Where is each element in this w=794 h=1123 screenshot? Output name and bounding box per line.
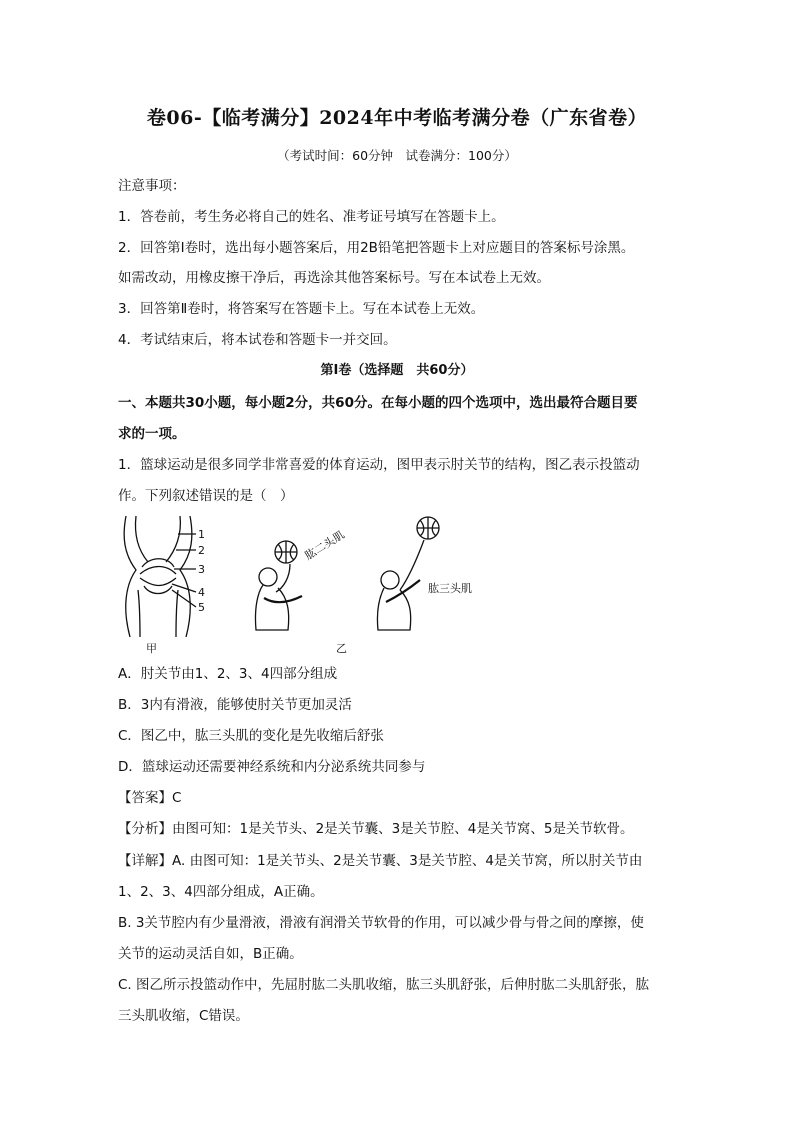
instruction-line: 求的一项。	[118, 426, 186, 442]
joint-label: 3	[198, 563, 205, 576]
notice-item: 如需改动，用橡皮擦干净后，再选涂其他答案标号。写在本试卷上无效。	[118, 270, 550, 286]
answer: 【答案】C	[118, 790, 182, 806]
joint-label: 2	[198, 544, 205, 557]
notice-heading: 注意事项：	[118, 178, 186, 194]
section-title: 第Ⅰ卷（选择题 共60分）	[320, 363, 474, 378]
detail-line: 【详解】A. 由图可知：1是关节头、2是关节囊、3是关节腔、4是关节窝，所以肘关节由	[118, 853, 643, 869]
figure-caption-a: 甲	[146, 642, 157, 655]
notice-item: 1．答卷前，考生务必将自己的姓名、准考证号填写在答题卡上。	[118, 209, 505, 225]
notice-item: 4．考试结束后，将本试卷和答题卡一并交回。	[118, 332, 397, 348]
joint-label: 4	[198, 586, 205, 599]
instruction-line: 一、本题共30小题，每小题2分，共60分。在每小题的四个选项中，选出最符合题目要	[118, 395, 638, 411]
question-stem: 作。下列叙述错误的是（ ）	[118, 488, 294, 504]
detail-line: 关节的运动灵活自如，B正确。	[118, 946, 303, 962]
notice-item: 3．回答第Ⅱ卷时，将答案写在答题卡上。写在本试卷上无效。	[118, 301, 485, 317]
muscle-label-triceps: 肱三头肌	[428, 582, 472, 595]
figure-svg	[118, 512, 498, 657]
detail-line: B. 3关节腔内有少量滑液，滑液有润滑关节软骨的作用，可以减少骨与骨之间的摩擦，使	[118, 915, 644, 931]
option-c: C．图乙中，肱三头肌的变化是先收缩后舒张	[118, 728, 384, 744]
joint-label: 5	[198, 601, 205, 614]
detail-line: 1、2、3、4四部分组成，A正确。	[118, 884, 324, 900]
detail-line: 三头肌收缩，C错误。	[118, 1008, 249, 1024]
analysis: 【分析】由图可知：1是关节头、2是关节囊、3是关节腔、4是关节窝、5是关节软骨。	[118, 821, 634, 837]
exam-info: （考试时间：60分钟 试卷满分：100分）	[277, 148, 517, 163]
player-extended	[377, 517, 439, 630]
joint-label: 1	[198, 528, 205, 541]
question-figure	[118, 512, 498, 657]
joint-diagram	[124, 516, 196, 637]
option-d: D．篮球运动还需要神经系统和内分泌系统共同参与	[118, 759, 426, 775]
question-stem: 1．篮球运动是很多同学非常喜爱的体育运动，图甲表示肘关节的结构，图乙表示投篮动	[118, 457, 640, 473]
player-flexed	[255, 541, 302, 630]
detail-line: C. 图乙所示投篮动作中，先屈肘肱二头肌收缩，肱三头肌舒张，后伸肘肱二头肌舒张，肱	[118, 977, 650, 993]
option-a: A．肘关节由1、2、3、4四部分组成	[118, 666, 338, 682]
muscle-label-biceps: 肱二头肌	[302, 528, 347, 563]
figure-caption-b: 乙	[336, 642, 347, 655]
option-b: B．3内有滑液，能够使肘关节更加灵活	[118, 697, 352, 713]
notice-item: 2．回答第Ⅰ卷时，选出每小题答案后，用2B铅笔把答题卡上对应题目的答案标号涂黑。	[118, 240, 635, 256]
page-title: 卷06-【临考满分】2024年中考临考满分卷（广东省卷）	[146, 107, 648, 129]
